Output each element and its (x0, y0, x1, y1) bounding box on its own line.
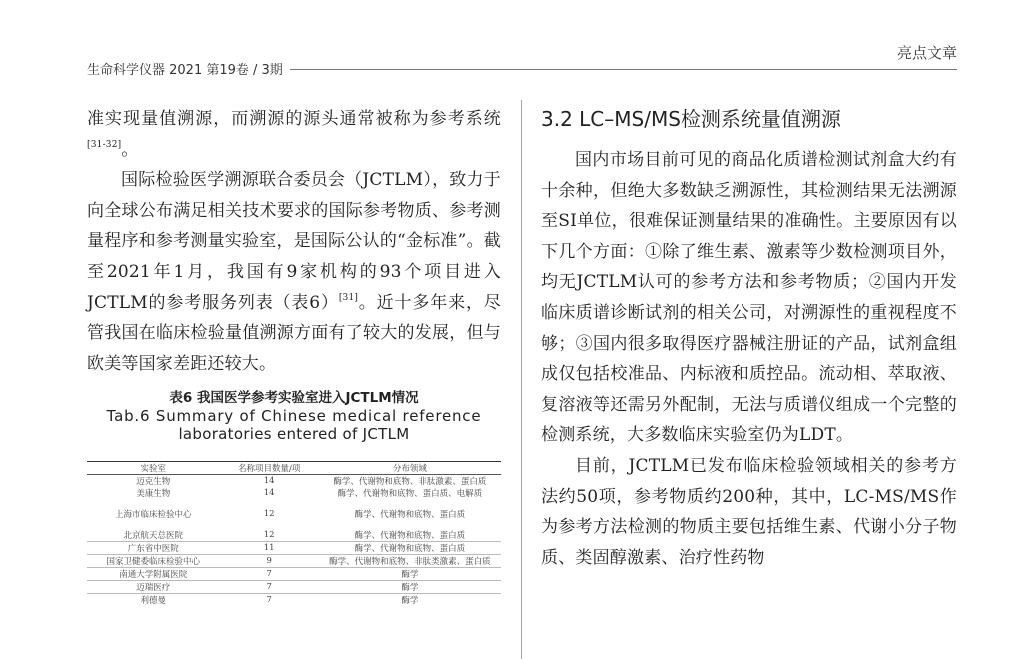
left-paragraph-1: 准实现量值溯源，而溯源的源头通常被称为参考系统[31-32]。 (87, 109, 501, 160)
table-row (87, 581, 501, 594)
table-cell: 国家卫健委临床检验中心 (87, 555, 219, 568)
table-cell: 美康生物 (136, 489, 171, 500)
right-paragraph-1: 国内市场目前可见的商品化质谱检测试剂盒大约有十余种，但绝大多数缺乏溯源性，其检测结果无法溯源至SI单位，很难保证测量结果的准确性。主要原因有以下几个方面：①除了维生素、激素等少数检测项目外，均无JCTLM认可的参考方法和参考物质；②国内开发临床质谱诊断试剂的相关公司，对溯源性的重视程度不够；③国内很多取得医疗器械注册证的产品，试剂盒组成仅包括校准品、内标液和质控品。流动相、萃取液、复溶液等还需另外配制，无法与质谱仪组成一个完整的检测系统，大多数临床实验室仍为LDT。 (541, 150, 957, 446)
table-cell: 北京航天总医院 (123, 531, 183, 542)
table-cell: 14 (263, 476, 275, 487)
table-row (87, 487, 501, 499)
table-row (87, 568, 501, 581)
col-header-lab: 实验室 (87, 462, 219, 475)
right-paragraph-2: 目前，JCTLM已发布临床检验领域相关的参考方法约50项，参考物质约200种，其中，LC-MS/MS作为参考方法检测的物质主要包括维生素、代谢小分子物质、类固醇激素、治疗性药物 (541, 455, 957, 568)
table-cell: 酶学、代谢物和底物、蛋白质 (319, 542, 501, 555)
table-row (87, 475, 501, 488)
table-row (87, 529, 501, 542)
table-row (87, 594, 501, 607)
table-caption (87, 389, 501, 444)
table-caption-en-2: laboratories entered of JCTLM (178, 425, 410, 444)
table-cell: 7 (219, 594, 318, 607)
section-heading: 3.2 LC–MS/MS检测系统量值溯源 (541, 107, 841, 131)
table-cell: 上海市临床检验中心 (114, 510, 192, 521)
table-cell: 酶学 (319, 581, 501, 594)
table-cell: 酶学 (319, 568, 501, 581)
section-label: 亮点文章 (896, 44, 957, 62)
table-cell: 酶学、代谢物和底物、非肽激素、蛋白质 (333, 477, 487, 488)
table-cell: 11 (219, 542, 318, 555)
right-column (541, 104, 957, 573)
table-cell: 广东省中医院 (87, 542, 219, 555)
table-cell: 12 (263, 509, 275, 520)
table-cell: 9 (219, 555, 318, 568)
table-cell: 酶学、代谢物和底物、蛋白质 (354, 531, 466, 542)
left-paragraph-2: 国际检验医学溯源联合委员会（JCTLM），致力于向全球公布满足相关技术要求的国际参考物质、参考测量程序和参考测量实验室，是国际公认的“金标准”。截至2021年1月，我国有9家机构的93个项目进入JCTLM的参考服务列表（表6）[31]。近十多年来，尽管我国在临床检验量值溯源方面有了较大的发展，但与欧美等国家差距还较大。 (87, 170, 502, 374)
table-cell: 7 (219, 568, 318, 581)
table-cell: 利德曼 (87, 594, 219, 607)
table-cell: 迈克生物 (136, 477, 171, 488)
col-header-field: 分布领域 (319, 462, 501, 475)
table-cell: 南通大学附属医院 (87, 568, 219, 581)
journal-info: 生命科学仪器 2021 第19卷 / 3期 (87, 63, 283, 78)
table-cell: 酶学、代谢物和底物、蛋白质、电解质 (337, 489, 483, 500)
citation-31[interactable]: [31] (338, 292, 359, 303)
table-header-row (87, 462, 501, 475)
table-row (87, 542, 501, 555)
table-row (87, 555, 501, 568)
table-cell: 12 (263, 530, 275, 541)
table-cell: 迈瑞医疗 (87, 581, 219, 594)
table-cell: 酶学、代谢物和底物、蛋白质 (354, 510, 466, 521)
citation-31-32[interactable]: [31-32] (87, 139, 122, 150)
table-cell: 14 (263, 488, 275, 499)
table-cell: 酶学 (319, 594, 501, 607)
column-divider (521, 100, 522, 659)
table-row (87, 499, 501, 529)
table-cell: 酶学、代谢物和底物、非肽类激素、蛋白质 (319, 555, 501, 568)
table-caption-en-1: Tab.6 Summary of Chinese medical reference (106, 407, 482, 426)
header-rule (290, 69, 957, 70)
table-cell: 7 (219, 581, 318, 594)
left-column (87, 104, 501, 606)
table-caption-zh: 表6 我国医学参考实验室进入JCTLM情况 (169, 390, 419, 407)
jctlm-table (87, 461, 501, 606)
col-header-count: 名称项目数量/项 (219, 462, 318, 475)
